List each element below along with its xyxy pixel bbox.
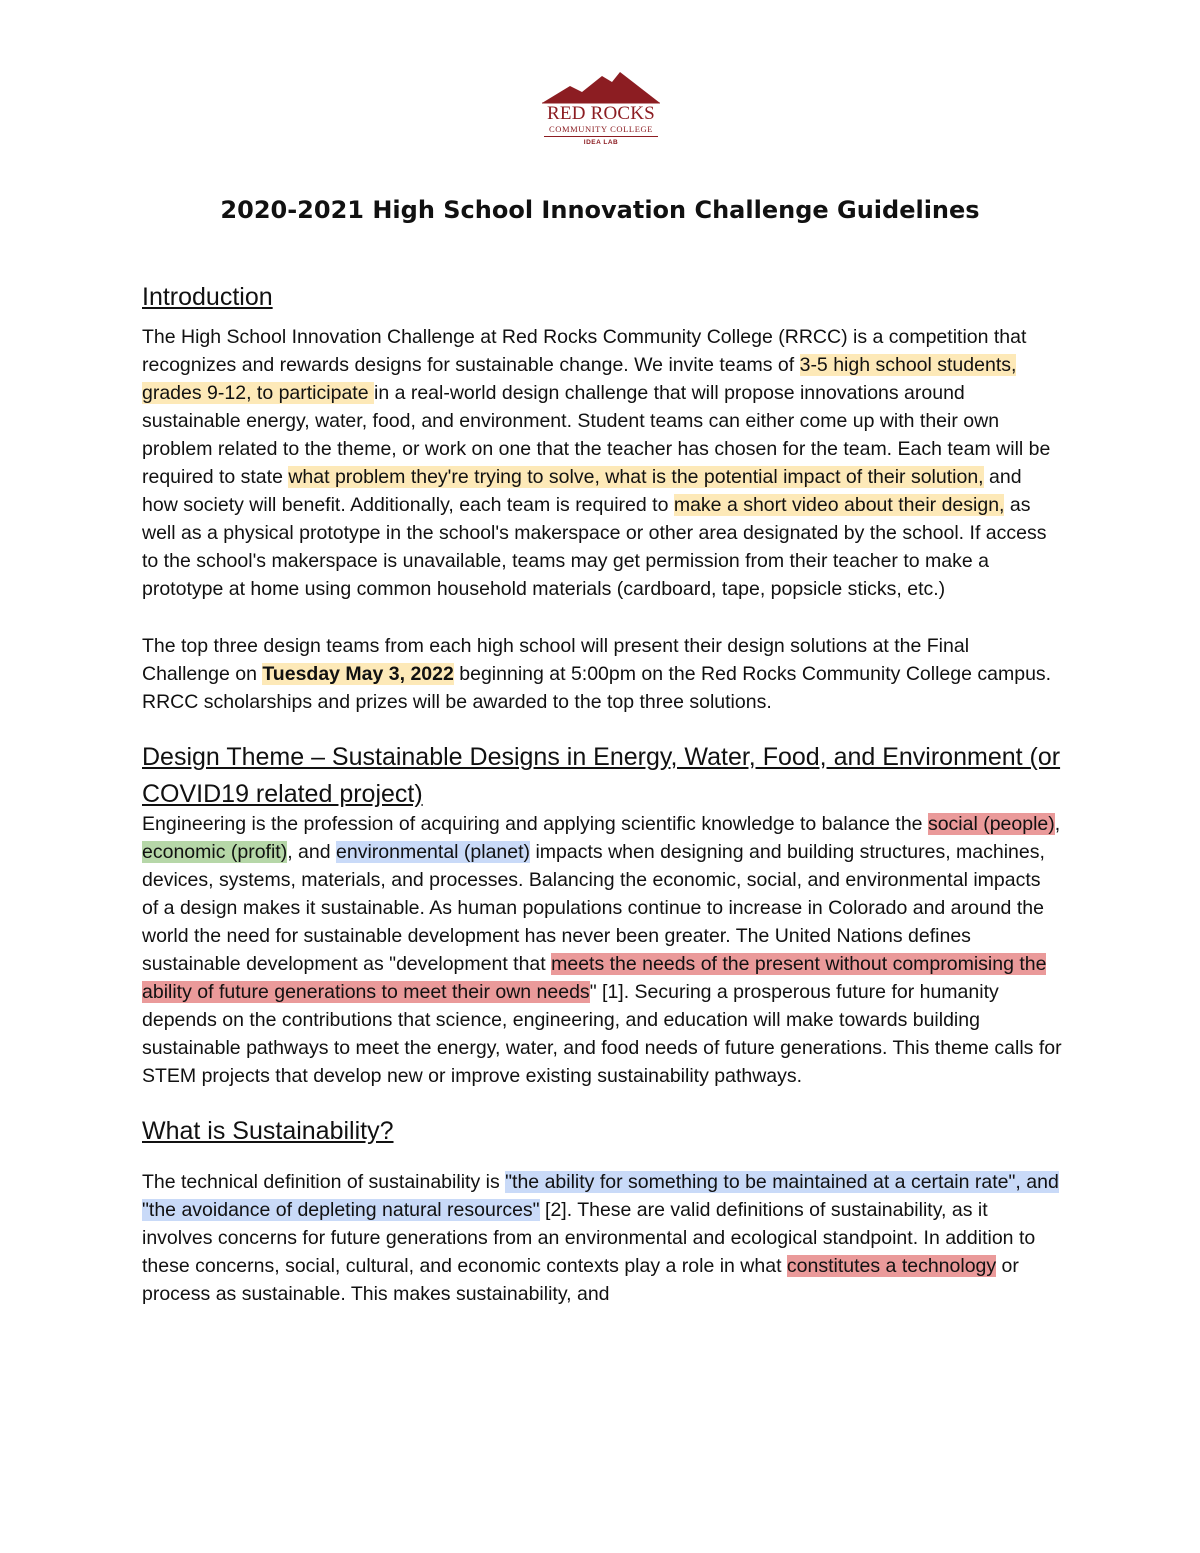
logo-subtitle: COMMUNITY COLLEGE xyxy=(548,124,654,134)
highlight-social: social (people) xyxy=(927,813,1055,835)
text-run: or process as sustainable. This makes sustainability, and xyxy=(142,1255,1019,1305)
highlight-environmental: environmental (planet) xyxy=(336,841,531,863)
text-run: The technical definition of sustainability is xyxy=(142,1171,506,1193)
sustainability-paragraph xyxy=(142,1168,1062,1308)
text-run: The High School Innovation Challenge at Red Rocks Community College (RRCC) is a competition that recognizes and rewards designs for sustainable change. We invite teams of xyxy=(142,326,1027,376)
introduction-heading: Introduction xyxy=(142,283,273,311)
logo-lab: IDEA LAB xyxy=(583,139,619,146)
text-run: " [1]. Securing a prosperous future for humanity depends on the contributions that science, engineering, and education will make towards building sustainable pathways to meet the energy, water, and food needs of future generations. This theme calls for STEM projects that develop new or improve existing sustainability pathways. xyxy=(142,981,1062,1087)
design-theme-paragraph xyxy=(142,810,1062,1090)
red-rocks-logo xyxy=(540,70,662,152)
text-run: impacts when designing and building structures, machines, devices, systems, materials, and processes. Balancing the economic, social, and environmental impacts of a design makes it sustainable. As human populations continue to increase in Colorado and around the world the need for sustainable development has never been greater. The United Nations defines sustainable development as "development that xyxy=(142,841,1045,975)
final-challenge-paragraph xyxy=(142,632,1062,716)
sustainability-heading: What is Sustainability? xyxy=(142,1117,394,1145)
highlight-problem-impact: what problem they're trying to solve, what is the potential impact of their solution, xyxy=(288,466,984,488)
document-title: 2020-2021 High School Innovation Challenge Guidelines xyxy=(220,196,980,224)
text-run: , and xyxy=(287,841,337,863)
text-run: The top three design teams from each high school will present their design solutions at the Final Challenge on xyxy=(142,635,970,685)
text-run: as well as a physical prototype in the school's makerspace or other area designated by the school. If access to the school's makerspace is unavailable, teams may get permission from their teacher to make a prototype at home using common household materials (cardboard, tape, popsicle sticks, etc.) xyxy=(142,494,1047,600)
logo-divider xyxy=(544,136,658,137)
highlight-technical-definition: "the ability for something to be maintained at a certain rate", and "the avoidance of depleting natural resources" xyxy=(142,1171,1059,1221)
mountain-icon xyxy=(540,70,662,104)
highlight-technology: constitutes a technology xyxy=(786,1255,997,1277)
text-run: [2]. These are valid definitions of sustainability, as it involves concerns for future generations from an environmental and ecological standpoint. In addition to these concerns, social, cultural, and economic contexts play a role in what xyxy=(142,1199,1036,1277)
highlight-team-size: 3-5 high school students, grades 9-12, to participate xyxy=(142,354,1017,404)
text-run: , xyxy=(1054,813,1061,835)
text-run: beginning at 5:00pm on the Red Rocks Community College campus. RRCC scholarships and prizes will be awarded to the top three solutions. xyxy=(142,663,1052,713)
introduction-paragraph xyxy=(142,323,1062,603)
text-run: Engineering is the profession of acquiring and applying scientific knowledge to balance the xyxy=(142,813,928,835)
highlight-economic: economic (profit) xyxy=(142,841,288,863)
highlight-video: make a short video about their design, xyxy=(673,494,1005,516)
logo-name: RED ROCKS xyxy=(547,103,655,124)
design-theme-heading: Design Theme – Sustainable Designs in Energy, Water, Food, and Environment (or COVID19 related project) xyxy=(142,743,1061,808)
highlight-un-definition: meets the needs of the present without compromising the ability of future generations to meet their own needs xyxy=(142,953,1047,1003)
text-run: in a real-world design challenge that will propose innovations around sustainable energy, water, food, and environment. Student teams can either come up with their own problem related to the theme, or work on one that the teacher has chosen for the team. Each team will be required to state xyxy=(142,382,1051,488)
text-run: and how society will benefit. Additionally, each team is required to xyxy=(142,466,1022,516)
highlight-final-date: Tuesday May 3, 2022 xyxy=(262,663,454,685)
document-body xyxy=(142,279,1062,1308)
